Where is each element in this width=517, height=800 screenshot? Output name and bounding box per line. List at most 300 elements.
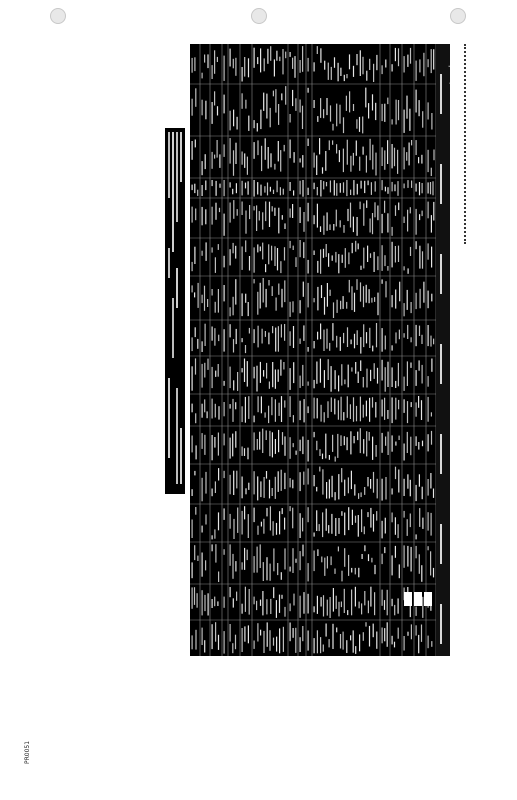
table-cell-text [370, 508, 371, 528]
table-cell-text [428, 202, 429, 219]
table-cell-text [263, 631, 264, 653]
table-cell-text [321, 597, 322, 606]
table-cell-text [292, 548, 293, 573]
table-cell-text [295, 628, 296, 653]
table-cell-text [268, 333, 269, 345]
table-cell-text [394, 605, 395, 615]
table-marker-box [414, 592, 422, 606]
table-cell-text [374, 297, 375, 302]
table-cell-text [254, 367, 255, 379]
table-cell-text [392, 488, 393, 494]
table-cell-text [314, 341, 315, 348]
table-header-label [440, 604, 442, 644]
table-cell-text [385, 367, 386, 392]
table-cell-text [366, 332, 367, 343]
table-cell-text [411, 624, 412, 639]
table-cell-text [392, 227, 393, 236]
table-cell-text [300, 100, 301, 113]
table-cell-text [346, 640, 347, 653]
table-cell-text [407, 474, 408, 488]
table-cell-text [335, 492, 336, 500]
table-cell-text [269, 431, 270, 456]
table-cell-text [323, 109, 324, 118]
notes-block [165, 128, 185, 494]
table-cell-text [224, 56, 225, 81]
table-cell-text [369, 432, 370, 441]
table-cell-text [236, 329, 237, 344]
table-cell-text [204, 640, 205, 652]
table-cell-text [357, 330, 358, 345]
table-cell-text [274, 246, 275, 266]
table-cell-text [394, 148, 395, 167]
table-cell-text [343, 333, 344, 343]
table-cell-text [370, 479, 371, 489]
table-cell-text [245, 294, 246, 303]
table-cell-text [419, 100, 420, 116]
table-cell-text [336, 104, 337, 127]
table-cell-text [202, 404, 203, 418]
table-cell-text [323, 216, 324, 235]
table-cell-text [308, 382, 309, 386]
table-cell-text [343, 632, 344, 650]
table-cell-text [275, 328, 276, 352]
table-cell-text [382, 245, 383, 271]
table-cell-text [292, 301, 293, 312]
table-cell-text [361, 181, 362, 189]
table-cell-text [323, 330, 324, 351]
table-cell-text [382, 104, 383, 121]
table-cell-text [204, 363, 205, 378]
table-cell-text [233, 471, 234, 495]
table-cell-text [365, 622, 366, 626]
table-cell-text [316, 487, 317, 492]
table-cell-text [335, 370, 336, 389]
table-cell-text [278, 326, 279, 352]
table-cell-text [371, 298, 372, 303]
table-cell-text [314, 398, 315, 419]
table-cell-text [377, 479, 378, 499]
table-cell-text [245, 488, 246, 494]
table-cell-text [336, 628, 337, 633]
table-cell-text [242, 247, 243, 270]
table-cell-text [192, 58, 193, 73]
table-cell-text [197, 190, 198, 196]
table-cell-text [192, 635, 193, 649]
table-cell-text [308, 507, 309, 522]
table-cell-text [275, 439, 276, 454]
table-cell-text [224, 180, 225, 196]
table-cell-text [300, 339, 301, 344]
table-cell-text [194, 184, 195, 193]
table-cell-text [300, 472, 301, 491]
table-cell-text [281, 324, 282, 337]
table-cell-text [382, 590, 383, 606]
table-cell-text [278, 104, 279, 125]
table-cell-text [407, 546, 408, 567]
table-cell-text [279, 628, 280, 653]
table-cell-text [233, 110, 234, 127]
table-cell-text [422, 487, 423, 500]
table-cell-text [290, 506, 291, 511]
table-cell-text [192, 337, 193, 351]
table-cell-text [384, 398, 385, 420]
table-cell-text [293, 628, 294, 638]
table-cell-text [224, 471, 225, 478]
table-cell-text [261, 522, 262, 527]
table-cell-text [423, 282, 424, 303]
table-cell-text [276, 637, 277, 652]
table-cell-text [419, 360, 420, 370]
table-cell-text [340, 183, 341, 193]
table-cell-text [351, 471, 352, 489]
table-cell-text [195, 209, 196, 221]
table-cell-text [430, 473, 431, 489]
table-cell-text [419, 508, 420, 527]
table-cell-text [361, 603, 362, 614]
table-cell-text [197, 593, 198, 608]
table-cell-text [293, 362, 294, 383]
table-cell-text [324, 370, 325, 388]
table-cell-text [244, 448, 245, 456]
table-cell-text [275, 477, 276, 499]
table-cell-text [320, 637, 321, 653]
table-cell-text [218, 289, 219, 313]
table-cell-text [320, 226, 321, 232]
table-cell-text [338, 547, 339, 552]
table-cell-text [257, 140, 258, 155]
table-cell-text [245, 587, 246, 612]
table-cell-text [366, 285, 367, 303]
table-cell-text [294, 56, 295, 78]
table-cell-text [205, 514, 206, 524]
table-cell-text [308, 139, 309, 147]
table-cell-text [348, 477, 349, 493]
table-cell-text [404, 56, 405, 72]
table-cell-text [248, 396, 249, 419]
table-cell-text [212, 399, 213, 419]
table-cell-text [372, 145, 373, 170]
table-cell-text [358, 243, 359, 249]
punch-hole-top-left [50, 8, 66, 24]
table-cell-text [332, 255, 333, 260]
table-cell-text [275, 89, 276, 112]
table-cell-text [244, 626, 245, 641]
table-cell-text [392, 367, 393, 387]
table-cell-text [319, 449, 320, 456]
table-cell-text [308, 88, 309, 93]
table-cell-text [395, 246, 396, 263]
table-cell-text [354, 484, 355, 495]
table-cell-text [233, 519, 234, 539]
table-cell-text [284, 548, 285, 569]
table-cell-text [263, 519, 264, 534]
table-cell-text [356, 406, 357, 421]
table-cell-text [247, 157, 248, 175]
table-cell-text [346, 96, 347, 111]
table-cell-text [245, 100, 246, 109]
table-cell-text [358, 493, 359, 499]
table-cell-text [212, 544, 213, 551]
table-cell-text [395, 398, 396, 420]
table-marker-box [404, 592, 412, 606]
table-cell-text [354, 436, 355, 443]
table-cell-text [233, 297, 234, 316]
table-cell-text [292, 480, 293, 489]
table-cell-text [218, 572, 219, 583]
table-cell-text [384, 547, 385, 553]
table-cell-text [363, 439, 364, 454]
table-cell-text [300, 300, 301, 313]
table-cell-text [422, 441, 423, 447]
table-cell-text [347, 327, 348, 347]
table-cell-text [300, 401, 301, 420]
table-cell-text [326, 509, 327, 531]
table-cell-text [230, 367, 231, 389]
table-cell-text [359, 602, 360, 609]
table-cell-text [357, 217, 358, 236]
table-cell-text [433, 568, 434, 578]
table-cell-text [365, 88, 366, 108]
table-cell-text [218, 244, 219, 250]
table-cell-text [385, 187, 386, 192]
table-cell-text [351, 367, 352, 371]
table-cell-text [340, 301, 341, 310]
table-cell-text [290, 396, 291, 417]
table-cell-text [361, 509, 362, 532]
table-cell-text [363, 286, 364, 307]
table-cell-text [369, 626, 370, 647]
table-cell-text [322, 454, 323, 460]
table-cell-text [384, 600, 385, 610]
table-cell-text [247, 448, 248, 460]
table-cell-text [368, 554, 369, 561]
table-cell-text [346, 180, 347, 196]
table-cell-text [359, 117, 360, 132]
table-cell-text [349, 54, 350, 69]
table-cell-text [395, 442, 396, 446]
table-cell-text [303, 212, 304, 232]
table-cell-text [265, 412, 266, 417]
table-cell-text [317, 596, 318, 614]
table-cell-text [266, 94, 267, 119]
table-cell-text [317, 187, 318, 195]
right-margin-rule [464, 44, 469, 244]
table-header-band [436, 44, 450, 656]
table-cell-text [267, 622, 268, 646]
table-cell-text [280, 150, 281, 172]
table-cell-text [230, 249, 231, 265]
table-cell-text [392, 119, 393, 124]
table-cell-text [337, 434, 338, 458]
table-cell-text [373, 64, 374, 82]
table-cell-text [404, 444, 405, 461]
table-cell-text [333, 588, 334, 612]
table-cell-text [273, 638, 274, 646]
table-cell-text [317, 204, 318, 228]
table-cell-text [208, 593, 209, 615]
table-cell-text [277, 563, 278, 575]
table-cell-text [212, 599, 213, 608]
table-cell-text [272, 488, 273, 496]
table-cell-text [328, 253, 329, 267]
table-cell-text [218, 433, 219, 456]
table-cell-text [242, 628, 243, 652]
table-cell-text [308, 188, 309, 195]
table-cell-text [207, 54, 208, 68]
table-cell-text [334, 180, 335, 195]
table-cell-text [349, 280, 350, 293]
table-cell-text [319, 467, 320, 472]
table-cell-text [398, 100, 399, 120]
table-cell-text [363, 377, 364, 387]
table-cell-text [392, 513, 393, 523]
table-cell-text [331, 397, 332, 412]
table-cell-text [300, 513, 301, 538]
table-cell-text [363, 248, 364, 269]
table-cell-text [377, 368, 378, 384]
table-cell-text [340, 634, 341, 649]
table-cell-text [317, 332, 318, 340]
table-cell-text [194, 247, 195, 264]
table-cell-text [195, 88, 196, 107]
table-cell-text [258, 326, 259, 348]
table-cell-text [314, 475, 315, 486]
table-cell-text [212, 180, 213, 186]
table-cell-text [358, 568, 359, 578]
table-header-label [440, 74, 442, 114]
table-cell-text [421, 625, 422, 642]
table-cell-text [360, 50, 361, 76]
table-cell-text [330, 597, 331, 618]
table-cell-text [364, 591, 365, 605]
table-cell-text [407, 325, 408, 339]
table-cell-text [358, 515, 359, 537]
table-cell-text [317, 287, 318, 311]
table-cell-text [348, 507, 349, 530]
table-cell-text [195, 327, 196, 337]
table-cell-text [345, 248, 346, 268]
table-cell-text [342, 255, 343, 263]
table-cell-text [283, 627, 284, 652]
table-cell-text [351, 568, 352, 573]
table-cell-text [387, 362, 388, 387]
table-cell-text [230, 138, 231, 164]
table-cell-text [314, 533, 315, 537]
table-cell-text [260, 110, 261, 130]
table-cell-text [215, 203, 216, 220]
table-cell-text [356, 119, 357, 128]
table-cell-text [432, 181, 433, 195]
table-cell-text [212, 435, 213, 460]
table-cell-text [419, 554, 420, 574]
table-cell-text [254, 597, 255, 605]
table-cell-text [332, 140, 333, 144]
table-cell-text [258, 396, 259, 412]
table-cell-text [279, 57, 280, 61]
table-cell-text [230, 475, 231, 495]
table-cell-text [233, 200, 234, 219]
table-cell-text [382, 554, 383, 564]
table-cell-text [194, 57, 195, 71]
table-cell-text [205, 181, 206, 191]
table-cell-text [362, 554, 363, 559]
table-cell-text [327, 401, 328, 418]
table-cell-text [326, 98, 327, 115]
table-cell-text [262, 329, 263, 344]
table-cell-text [272, 362, 273, 387]
table-cell-text [428, 102, 429, 119]
table-cell-text [290, 437, 291, 459]
table-cell-text [248, 302, 249, 316]
table-cell-text [300, 207, 301, 223]
table-cell-text [224, 508, 225, 520]
table-cell-text [260, 362, 261, 383]
table-cell-text [369, 59, 370, 70]
table-cell-text [230, 514, 231, 529]
table-cell-text [385, 477, 386, 500]
table-cell-text [314, 215, 315, 224]
table-cell-text [416, 370, 417, 386]
table-cell-text [273, 548, 274, 571]
table-cell-text [376, 511, 377, 520]
table-cell-text [212, 247, 213, 252]
table-cell-text [332, 435, 333, 452]
table-cell-text [407, 432, 408, 453]
table-cell-text [233, 59, 234, 69]
table-cell-text [266, 430, 267, 440]
table-cell-text [274, 208, 275, 216]
table-cell-text [284, 324, 285, 341]
table-cell-text [195, 358, 196, 374]
table-cell-text [338, 474, 339, 499]
table-cell-text [279, 511, 280, 534]
table-cell-text [219, 184, 220, 188]
table-cell-text [314, 153, 315, 168]
table-cell-text [314, 100, 315, 108]
table-cell-text [398, 524, 399, 538]
table-cell-text [431, 113, 432, 130]
table-cell-text [204, 55, 205, 63]
table-cell-text [329, 140, 330, 150]
table-cell-text [419, 59, 420, 72]
table-cell-text [278, 370, 279, 382]
table-cell-text [353, 180, 354, 195]
table-cell-text [360, 337, 361, 354]
table-cell-text [232, 554, 233, 579]
table-cell-text [407, 210, 408, 232]
table-cell-text [212, 65, 213, 79]
table-cell-text [224, 597, 225, 608]
table-cell-text [431, 49, 432, 73]
table-cell-text [237, 372, 238, 391]
table-cell-text [284, 400, 285, 407]
table-cell-text [256, 205, 257, 231]
table-cell-text [242, 293, 243, 316]
table-cell-text [421, 335, 422, 344]
table-cell-text [347, 396, 348, 418]
table-cell-text [248, 483, 249, 490]
table-cell-text [257, 526, 258, 535]
table-cell-text [266, 599, 267, 614]
table-cell-text [404, 636, 405, 651]
table-cell-text [302, 155, 303, 167]
table-cell-text [370, 587, 371, 607]
table-cell-text [316, 441, 317, 450]
table-cell-text [242, 152, 243, 165]
table-cell-text [245, 345, 246, 353]
table-cell-text [278, 208, 279, 234]
table-cell-text [357, 432, 358, 441]
